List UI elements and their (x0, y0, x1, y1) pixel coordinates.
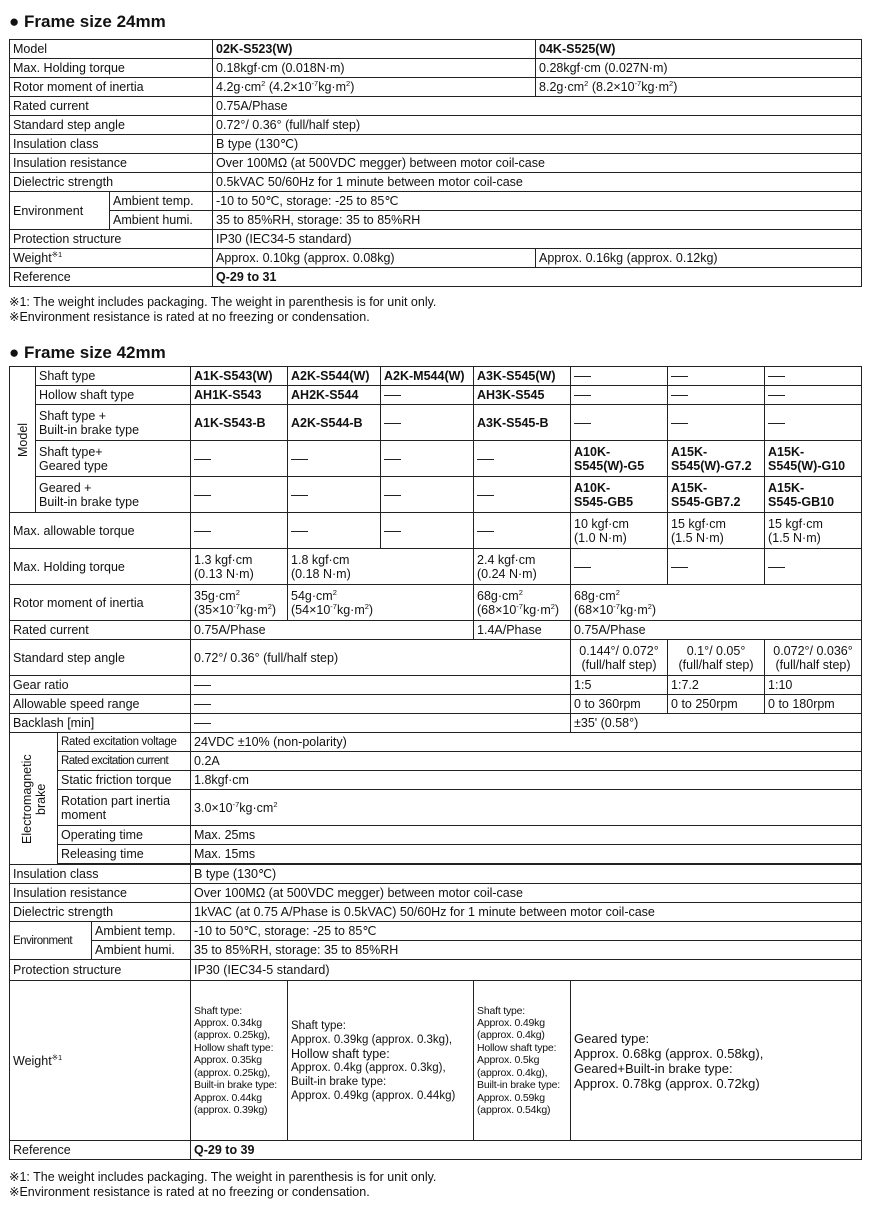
weight-cell: Shaft type: Approx. 0.49kg (approx. 0.4kg) Hollow shaft type: Approx. 0.5kg (approx. 0.4kg), Built-in brake type: Approx. 0.59kg (approx. 0.54kg) (474, 981, 571, 1141)
cell-value: 1:10 (765, 676, 862, 695)
row-label: Electromagnetic brake (10, 733, 58, 865)
table-row (10, 771, 862, 790)
row-label: Insulation resistance (10, 884, 191, 903)
row-label: Environment (10, 922, 92, 960)
cell-value: Approx. 0.16kg (approx. 0.12kg) (536, 249, 862, 268)
table-row (10, 135, 862, 154)
table-row (10, 941, 862, 960)
weight-label: Weight (13, 251, 52, 265)
model-name: A2K-S544-B (288, 405, 381, 441)
row-label: Model (10, 40, 213, 59)
dash-cell (381, 477, 474, 513)
cell-value: 10 kgf·cm (1.0 N·m) (571, 513, 668, 549)
table-row (10, 249, 862, 268)
model-name: A15K- S545-GB7.2 (668, 477, 765, 513)
row-sublabel: Shaft type (36, 367, 191, 386)
cell-value: $8.2g\cdot cm^2$ $(8.2\times 10^{-7}kg\cdot m^2)$ (536, 78, 862, 97)
cell-value: $35g\cdot cm^2$ $(35\times 10^{-7}kg\cdot m^2)$ (191, 585, 288, 621)
row-label: Backlash [min] (10, 714, 191, 733)
table-row (10, 97, 862, 116)
cell-value: 1.8 kgf·cm (0.18 N·m) (288, 549, 474, 585)
dash-cell (668, 367, 765, 386)
footnote-mark: ※1 (51, 1052, 63, 1062)
dash-cell (288, 513, 381, 549)
row-sublabel: Rated excitation current (58, 752, 191, 771)
row-label: Rotor moment of inertia (10, 585, 191, 621)
footnote: ※1: The weight includes packaging. The weight in parenthesis is for unit only. (9, 1170, 437, 1184)
row-label: Rated current (10, 621, 191, 640)
model-name: A15K- S545(W)-G7.2 (668, 441, 765, 477)
model-name: A3K-S545-B (474, 405, 571, 441)
cell-value: 0.28kgf·cm (0.027N·m) (536, 59, 862, 78)
cell-value: 0.144°/ 0.072° (full/half step) (571, 640, 668, 676)
cell-value: 1.8kgf·cm (191, 771, 862, 790)
cell-value: 0 to 250rpm (668, 695, 765, 714)
reference-value: Q-29 to 39 (191, 1141, 862, 1160)
table-row (10, 640, 862, 676)
table-row (10, 230, 862, 249)
section-title-24mm: ● Frame size 24mm (9, 12, 166, 31)
cell-value: Max. 25ms (191, 826, 862, 845)
cell-value: 35 to 85%RH, storage: 35 to 85%RH (191, 941, 862, 960)
table-row (10, 981, 862, 1141)
dash-cell (765, 549, 862, 585)
table-row (10, 1141, 862, 1160)
cell-value: $68g\cdot cm^2$ $(68\times 10^{-7}kg\cdot m^2)$ (474, 585, 571, 621)
table-row (10, 154, 862, 173)
dash-cell (191, 441, 288, 477)
cell-value: 0.75A/Phase (571, 621, 862, 640)
cell-value: 0.072°/ 0.036° (full/half step) (765, 640, 862, 676)
table-row (10, 513, 862, 549)
cell-value: 1:5 (571, 676, 668, 695)
cell-value: IP30 (IEC34-5 standard) (191, 960, 862, 981)
footnote: ※Environment resistance is rated at no freezing or condensation. (9, 1185, 370, 1199)
cell-value: 0.72°/ 0.36° (full/half step) (191, 640, 571, 676)
row-label: Insulation resistance (10, 154, 213, 173)
dash-cell (668, 386, 765, 405)
model-name: A3K-S545(W) (474, 367, 571, 386)
table-row (10, 477, 862, 513)
reference-value: Q-29 to 31 (213, 268, 862, 287)
cell-value: 0.18kgf·cm (0.018N·m) (213, 59, 536, 78)
row-label: Max. Holding torque (10, 549, 191, 585)
weight-cell: Shaft type: Approx. 0.39kg (approx. 0.3kg), Hollow shaft type: Approx. 0.4kg (approx. 0.3kg), Built-in brake type: Approx. 0.49kg (approx. 0.44kg) (288, 981, 474, 1141)
row-sublabel: Hollow shaft type (36, 386, 191, 405)
row-label: Environment (10, 192, 110, 230)
table-row (10, 676, 862, 695)
cell-value: 0.75A/Phase (191, 621, 474, 640)
dash-cell (571, 386, 668, 405)
row-label: Gear ratio (10, 676, 191, 695)
cell-value: 0 to 360rpm (571, 695, 668, 714)
row-label: Allowable speed range (10, 695, 191, 714)
dash-cell (191, 714, 571, 733)
cell-value: B type (130℃) (213, 135, 862, 154)
row-label: Standard step angle (10, 640, 191, 676)
cell-value: B type (130℃) (191, 865, 862, 884)
row-label: Dielectric strength (10, 903, 191, 922)
table-row (10, 405, 862, 441)
model-name: AH2K-S544 (288, 386, 381, 405)
cell-value: 0 to 180rpm (765, 695, 862, 714)
cell-value: 0.2A (191, 752, 862, 771)
table-row (10, 960, 862, 981)
table-row (10, 367, 862, 386)
row-label: Max. Holding torque (10, 59, 213, 78)
cell-value: 0.1°/ 0.05° (full/half step) (668, 640, 765, 676)
cell-value: $3.0\times 10^{-7}kg\cdot cm^2$ (191, 790, 862, 826)
cell-value: IP30 (IEC34-5 standard) (213, 230, 862, 249)
footnote: ※Environment resistance is rated at no freezing or condensation. (9, 310, 370, 324)
cell-value: 24VDC ±10% (non-polarity) (191, 733, 862, 752)
dash-cell (668, 405, 765, 441)
row-sublabel: Operating time (58, 826, 191, 845)
section-title-42mm: ● Frame size 42mm (9, 343, 166, 362)
row-label: Model (10, 367, 36, 513)
table-row (10, 903, 862, 922)
row-label: Reference (10, 1141, 191, 1160)
dash-cell (191, 676, 571, 695)
model-name: AH3K-S545 (474, 386, 571, 405)
cell-value: 2.4 kgf·cm (0.24 N·m) (474, 549, 571, 585)
table-row (10, 922, 862, 941)
model-name: 02K-S523(W) (213, 40, 536, 59)
dash-cell (288, 441, 381, 477)
cell-value: 1.3 kgf·cm (0.13 N·m) (191, 549, 288, 585)
row-sublabel: Ambient humi. (92, 941, 191, 960)
row-label: Protection structure (10, 230, 213, 249)
row-sublabel: Rated excitation voltage (58, 733, 191, 752)
cell-value: $4.2g\cdot cm^2$ $(4.2\times 10^{-7}kg\cdot m^2)$ (213, 78, 536, 97)
table-row (10, 845, 862, 864)
row-label: Rotor moment of inertia (10, 78, 213, 97)
table-row (10, 40, 862, 59)
table-row (10, 78, 862, 97)
model-name: 04K-S525(W) (536, 40, 862, 59)
dash-cell (668, 549, 765, 585)
cell-value: 1kVAC (at 0.75 A/Phase is 0.5kVAC) 50/60Hz for 1 minute between motor coil-case (191, 903, 862, 922)
table-row (10, 733, 862, 752)
row-label: Reference (10, 268, 213, 287)
row-label (10, 981, 191, 1141)
model-name: A2K-M544(W) (381, 367, 474, 386)
model-name: A10K- S545(W)-G5 (571, 441, 668, 477)
cell-value: Approx. 0.10kg (approx. 0.08kg) (213, 249, 536, 268)
footnote-mark: ※1 (51, 249, 63, 259)
dash-cell (381, 386, 474, 405)
cell-value: Over 100MΩ (at 500VDC megger) between motor coil-case (213, 154, 862, 173)
table-row (10, 268, 862, 287)
cell-value: 1.4A/Phase (474, 621, 571, 640)
table-row (10, 790, 862, 826)
table-row (10, 585, 862, 621)
model-name: A1K-S543(W) (191, 367, 288, 386)
table-row (10, 752, 862, 771)
row-sublabel: Static friction torque (58, 771, 191, 790)
row-label: Rated current (10, 97, 213, 116)
table-row (10, 621, 862, 640)
dash-cell (571, 405, 668, 441)
table-row (10, 59, 862, 78)
table-row (10, 116, 862, 135)
cell-value: ±35' (0.58°) (571, 714, 862, 733)
dash-cell (474, 477, 571, 513)
model-name: A1K-S543-B (191, 405, 288, 441)
table-row (10, 386, 862, 405)
cell-value: -10 to 50℃, storage: -25 to 85℃ (213, 192, 862, 211)
cell-value: 35 to 85%RH, storage: 35 to 85%RH (213, 211, 862, 230)
cell-value: 15 kgf·cm (1.5 N·m) (668, 513, 765, 549)
model-name: A15K- S545(W)-G10 (765, 441, 862, 477)
row-label: Max. allowable torque (10, 513, 191, 549)
table-row (10, 884, 862, 903)
table-row (10, 714, 862, 733)
row-sublabel: Rotation part inertia moment (58, 790, 191, 826)
cell-value: Max. 15ms (191, 845, 862, 864)
dash-cell (571, 549, 668, 585)
cell-value: 1:7.2 (668, 676, 765, 695)
dash-cell (765, 386, 862, 405)
row-label: Standard step angle (10, 116, 213, 135)
dash-cell (381, 405, 474, 441)
dash-cell (765, 405, 862, 441)
row-label: Insulation class (10, 135, 213, 154)
model-name: A15K- S545-GB10 (765, 477, 862, 513)
weight-cell: Geared type: Approx. 0.68kg (approx. 0.58kg), Geared+Built-in brake type: Approx. 0.78kg (approx. 0.72kg) (571, 981, 862, 1141)
model-name: A10K- S545-GB5 (571, 477, 668, 513)
row-sublabel: Shaft type + Built-in brake type (36, 405, 191, 441)
table-row (10, 865, 862, 884)
dash-cell (288, 477, 381, 513)
row-label (10, 249, 213, 268)
table-row (10, 192, 862, 211)
weight-cell: Shaft type: Approx. 0.34kg (approx. 0.25kg), Hollow shaft type: Approx. 0.35kg (approx. 0.25kg), Built-in brake type: Approx. 0.44kg (approx. 0.39kg) (191, 981, 288, 1141)
cell-value: 0.5kVAC 50/60Hz for 1 minute between motor coil-case (213, 173, 862, 192)
row-sublabel: Ambient humi. (110, 211, 213, 230)
cell-value: $54g\cdot cm^2$ $(54\times 10^{-7}kg\cdot m^2)$ (288, 585, 474, 621)
cell-value: 15 kgf·cm (1.5 N·m) (765, 513, 862, 549)
model-name: A2K-S544(W) (288, 367, 381, 386)
dash-cell (765, 367, 862, 386)
row-label: Protection structure (10, 960, 191, 981)
dash-cell (381, 513, 474, 549)
table-row (10, 695, 862, 714)
footnote: ※1: The weight includes packaging. The weight in parenthesis is for unit only. (9, 295, 437, 309)
row-label: Insulation class (10, 865, 191, 884)
table-row (10, 211, 862, 230)
weight-label: Weight (13, 1053, 52, 1068)
dash-cell (191, 477, 288, 513)
cell-value: 0.72°/ 0.36° (full/half step) (213, 116, 862, 135)
row-label: Dielectric strength (10, 173, 213, 192)
cell-value: -10 to 50℃, storage: -25 to 85℃ (191, 922, 862, 941)
cell-value: $68g\cdot cm^2$ $(68\times 10^{-7}kg\cdot m^2)$ (571, 585, 862, 621)
dash-cell (191, 513, 288, 549)
model-name: AH1K-S543 (191, 386, 288, 405)
row-sublabel: Releasing time (58, 845, 191, 864)
table-row (10, 173, 862, 192)
spec-table-42mm (9, 366, 862, 1160)
dash-cell (191, 695, 571, 714)
dash-cell (474, 513, 571, 549)
cell-value: Over 100MΩ (at 500VDC megger) between motor coil-case (191, 884, 862, 903)
spec-table-24mm (9, 39, 862, 287)
row-sublabel: Ambient temp. (92, 922, 191, 941)
dash-cell (474, 441, 571, 477)
cell-value: 0.75A/Phase (213, 97, 862, 116)
table-row (10, 549, 862, 585)
row-sublabel: Ambient temp. (110, 192, 213, 211)
dash-cell (381, 441, 474, 477)
dash-cell (571, 367, 668, 386)
row-sublabel: Geared + Built-in brake type (36, 477, 191, 513)
table-row (10, 826, 862, 845)
row-sublabel: Shaft type+ Geared type (36, 441, 191, 477)
table-row (10, 441, 862, 477)
